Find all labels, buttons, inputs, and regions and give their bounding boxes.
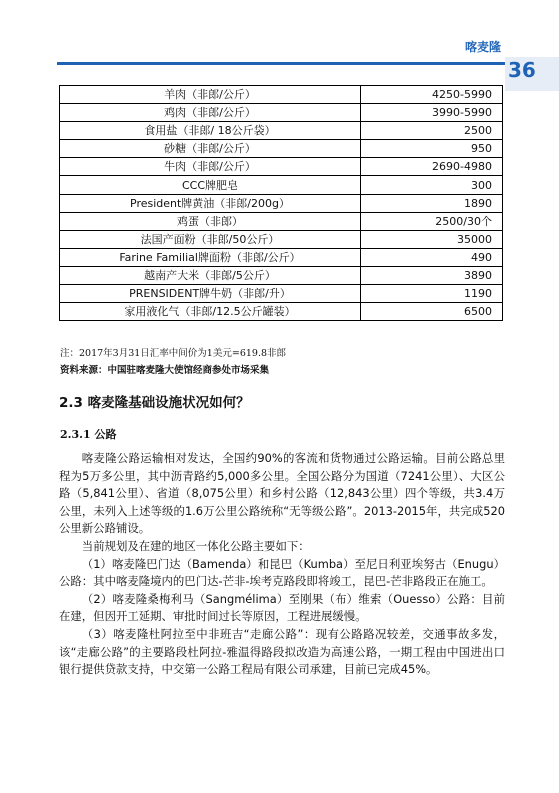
table-row [60,194,503,212]
price-cell: 4250-5990 [361,86,503,104]
table-row [60,86,503,104]
item-cell: 法国产面粉（非郎/50公斤） [60,230,361,248]
item-cell: 家用液化气（非郎/12.5公斤罐装） [60,303,361,321]
table-row [60,248,503,266]
price-cell: 490 [361,248,503,266]
section-heading: 2.3 喀麦隆基础设施状况如何？ [59,395,250,411]
price-cell: 3990-5990 [361,104,503,122]
header-country-title: 喀麦隆 [464,40,501,54]
table-row [60,122,503,140]
paragraph: 当前规划及在建的地区一体化公路主要如下： [81,538,310,553]
price-cell: 300 [361,176,503,194]
item-cell: 羊肉（非郎/公斤） [60,86,361,104]
paragraph: （2）喀麦隆桑梅利马（Sangmélima）至刚果（布）维索（Ouesso）公路：目前在建，但因开工延期、审批时间过长等原因，工程进展缓慢。 [59,591,505,624]
table-row [60,303,503,321]
item-cell: 鸡肉（非郎/公斤） [60,104,361,122]
page-number: 36 [508,58,536,82]
paragraph: 喀麦隆公路运输相对发达，全国约90%的客流和货物通过公路运输。目前公路总里程为5万多公里，其中沥青路约5,000多公里。全国公路分为国道（7241公里）、大区公路（5,841公里）、省道（8,075公里）和乡村公路（12,843公里）四个等级，共3.4万公里，未列入上述等级的1.6万公里公路统称“无等级公路”。2013-2015年，共完成520公里新公路铺设。 [59,451,505,536]
item-cell: 越南产大米（非郎/5公斤） [60,266,361,284]
data-source-note: 资料来源：中国驻喀麦隆大使馆经商参处市场采集 [60,365,270,376]
item-cell: 鸡蛋（非郎） [60,212,361,230]
price-cell: 2690-4980 [361,158,503,176]
table-row [60,266,503,284]
item-cell: PRENSIDENT牌牛奶（非郎/升） [60,285,361,303]
item-cell: 砂糖（非郎/公斤） [60,140,361,158]
item-cell: Farine Familial牌面粉（非郎/公斤） [60,248,361,266]
price-cell: 950 [361,140,503,158]
price-cell: 35000 [361,230,503,248]
table-row [60,176,503,194]
table-row [60,285,503,303]
price-cell: 1190 [361,285,503,303]
item-cell: CCC牌肥皂 [60,176,361,194]
exchange-rate-note: 注：2017年3月31日汇率中间价为1美元=619.8非郎 [60,348,287,359]
price-cell: 6500 [361,303,503,321]
header-rule [57,62,505,65]
price-cell: 2500/30个 [361,212,503,230]
item-cell: 食用盐（非郎/ 18公斤袋） [60,122,361,140]
paragraph: （3）喀麦隆杜阿拉至中非班吉“走廊公路”：现有公路路况较差，交通事故多发，该“走廊公路”的主要路段杜阿拉-雅温得路段拟改造为高速公路，一期工程由中国进出口银行提供贷款支持，中交第一公路工程局有限公司承建，目前已完成45%。 [59,626,505,677]
subsection-heading: 2.3.1 公路 [60,428,117,441]
price-cell: 3890 [361,266,503,284]
price-table [59,85,503,321]
price-cell: 2500 [361,122,503,140]
table-row [60,104,503,122]
table-row [60,158,503,176]
body-text [59,450,505,679]
table-row [60,140,503,158]
price-cell: 1890 [361,194,503,212]
item-cell: 牛肉（非郎/公斤） [60,158,361,176]
table-row [60,212,503,230]
item-cell: President牌黄油（非郎/200g） [60,194,361,212]
table-row [60,230,503,248]
paragraph: （1）喀麦隆巴门达（Bamenda）和昆巴（Kumba）至尼日利亚埃努古（Enugu）公路：其中喀麦隆境内的巴门达-芒非-埃考克路段即将竣工，昆巴-芒非路段正在施工。 [59,556,505,589]
